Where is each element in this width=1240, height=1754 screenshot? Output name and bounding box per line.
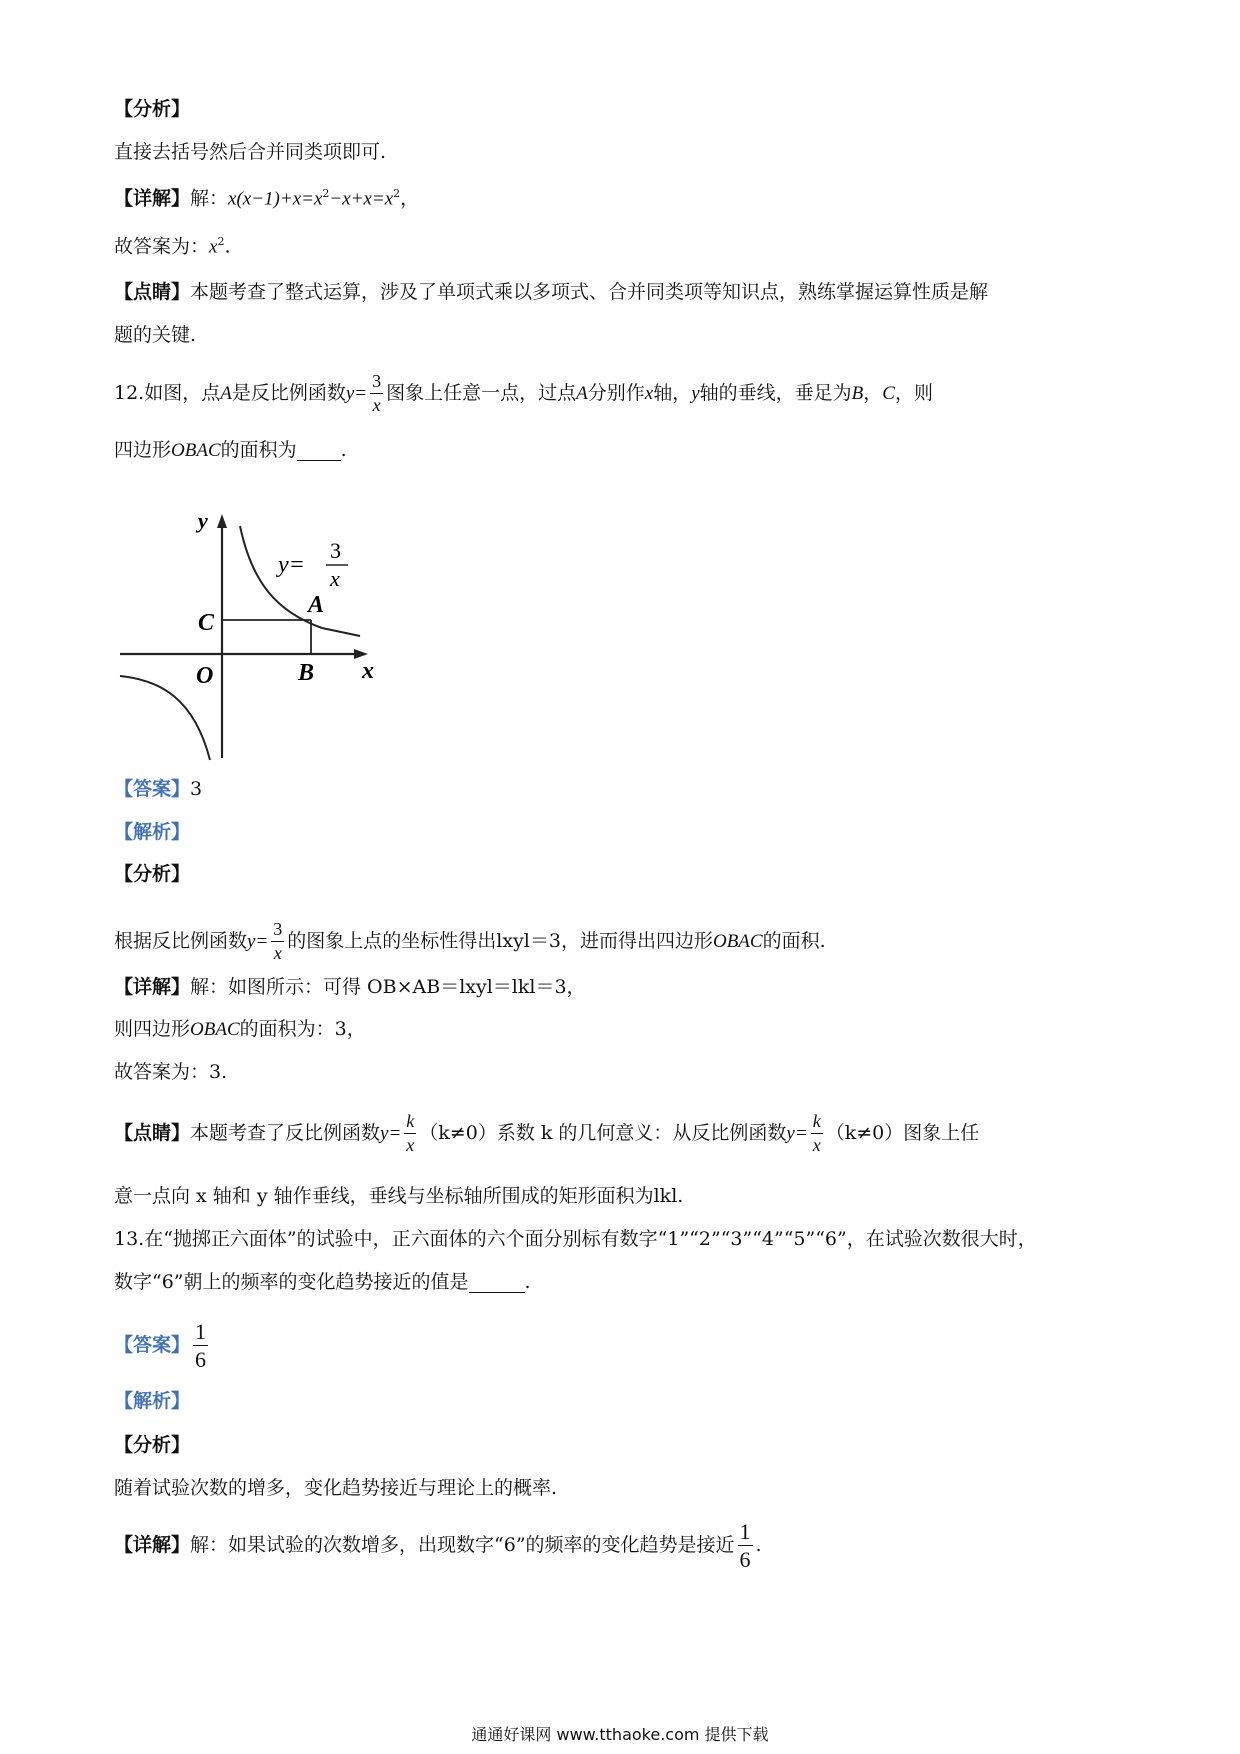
explanation-heading: 【解析】 xyxy=(114,821,191,843)
answer-blank xyxy=(297,441,341,461)
q12-text: 轴， xyxy=(653,381,692,404)
q13-solution-line xyxy=(114,1520,762,1572)
question-13-line-1: 13.在“抛掷正六面体”的试验中，正六面体的六个面分别标有数字“1”“2”“3”“4”“5”“6”，在试验次数很大时， xyxy=(114,1228,1037,1250)
solution-math-a: x(x−1)+x=x xyxy=(228,188,323,210)
fraction-3-over-x: $\frac{3}{x}$ xyxy=(273,919,283,963)
footer-text: 通通好课网 www.tthaoke.com 提供下载 xyxy=(471,1725,769,1744)
var-OBAC: OBAC xyxy=(712,930,763,952)
solution-math-b: −x+x=x xyxy=(329,188,394,210)
fraction-1-over-6: $\frac{1}{6}$ xyxy=(195,1319,207,1373)
q12-text: 则四边形 xyxy=(114,1018,191,1040)
exponent: 2 xyxy=(217,235,225,248)
explanation-heading: 【解析】 xyxy=(114,1390,191,1412)
math-y-eq: y= xyxy=(380,1122,402,1144)
answer-value: 3 xyxy=(190,778,203,800)
label-A: A xyxy=(308,592,325,618)
q13-answer-line xyxy=(114,1320,211,1372)
var-OBAC: OBAC xyxy=(190,1019,240,1040)
answer-heading: 【答案】 xyxy=(114,1334,191,1357)
q12-text: 轴的垂线，垂足为 xyxy=(699,381,852,404)
var-C: C xyxy=(882,382,895,404)
q12-text: （k≠0）图象上任 xyxy=(825,1121,980,1144)
answer-blank xyxy=(469,1273,525,1293)
label-C: C xyxy=(198,610,215,636)
q12-text: ， xyxy=(863,381,883,404)
comment-line xyxy=(114,283,988,302)
curve-label-num: 3 xyxy=(330,538,341,563)
question-12-line-1 xyxy=(114,372,933,416)
exponent: 2 xyxy=(393,187,401,200)
label-O: O xyxy=(196,663,214,689)
answer-line xyxy=(114,236,231,256)
answer-end: . xyxy=(224,235,231,258)
solution-prefix: 解： xyxy=(190,187,229,210)
q13-text: 数字“6”朝上的频率的变化趋势接近的值是 xyxy=(114,1271,469,1293)
var-OBAC: OBAC xyxy=(171,440,221,461)
q12-text: （k≠0）系数 k 的几何意义：从反比例函数 xyxy=(419,1121,787,1144)
var-A: A xyxy=(220,382,232,404)
analysis-text: 直接去括号然后合并同类项即可. xyxy=(114,141,387,163)
q12-then-line xyxy=(114,1020,366,1039)
q12-answer-text: 故答案为：3. xyxy=(114,1061,228,1083)
q12-comment-line-2: 意一点向 x 轴和 y 轴作垂线，垂线与坐标轴所围成的矩形面积为lkl. xyxy=(114,1185,684,1207)
q12-text: 分别作 xyxy=(587,381,645,404)
label-x: x xyxy=(362,658,374,684)
fraction-k-over-x: $\frac{k}{x}$ xyxy=(406,1111,415,1155)
solution-heading: 【详解】 xyxy=(114,187,191,210)
solution-text: 解：如图所示：可得 OB×AB＝lxyl＝lkl＝3， xyxy=(190,976,586,998)
q13-text: . xyxy=(755,1534,762,1557)
question-13-line-2 xyxy=(114,1273,531,1293)
math-y-eq: y= xyxy=(786,1122,808,1144)
math-y-eq: y= xyxy=(345,382,368,404)
analysis-heading: 【分析】 xyxy=(114,1434,191,1456)
math-y-eq: y= xyxy=(247,930,269,952)
q12-answer-line xyxy=(114,780,202,799)
question-12-line-2 xyxy=(114,441,347,461)
q13-text: . xyxy=(524,1271,531,1293)
q12-text: 本题考查了反比例函数 xyxy=(190,1121,381,1144)
q12-text: 的面积为 xyxy=(220,439,297,461)
q12-text: . xyxy=(340,439,347,461)
q12-comment-line xyxy=(114,1112,979,1156)
curve-label-y: y= xyxy=(278,552,305,578)
q12-text: ，则 xyxy=(894,381,933,404)
comment-text: 本题考查了整式运算，涉及了单项式乘以多项式、合并同类项等知识点，熟练掌握运算性质是解 xyxy=(190,281,989,303)
solution-end: ， xyxy=(400,187,420,210)
solution-heading: 【详解】 xyxy=(114,976,191,998)
answer-heading: 【答案】 xyxy=(114,778,191,800)
var-A: A xyxy=(576,382,588,404)
exponent: 2 xyxy=(322,187,330,200)
var-y: y xyxy=(691,382,700,404)
analysis-heading: 【分析】 xyxy=(114,98,191,120)
analysis-heading: 【分析】 xyxy=(114,863,191,885)
q12-text: 图象上任意一点，过点 xyxy=(386,381,577,404)
q12-text: 四边形 xyxy=(114,439,172,461)
q12-solution-line xyxy=(114,978,586,997)
q13-analysis-text: 随着试验次数的增多，变化趋势接近与理论上的概率. xyxy=(114,1477,558,1499)
comment-heading: 【点睛】 xyxy=(114,1121,191,1144)
q12-text: 是反比例函数 xyxy=(231,381,346,404)
curve-label-den: x xyxy=(330,566,340,591)
comment-text-2: 题的关键. xyxy=(114,324,197,346)
q12-number: 12.如图，点 xyxy=(114,381,221,404)
hyperbola-branch-1-tail xyxy=(322,628,360,636)
fraction-k-over-x: $\frac{k}{x}$ xyxy=(812,1111,821,1155)
q12-text: 根据反比例函数 xyxy=(114,929,248,952)
y-axis-arrow xyxy=(217,514,227,528)
q12-text: 的面积为：3， xyxy=(239,1018,366,1040)
q12-text: 的面积. xyxy=(762,929,826,952)
solution-line xyxy=(114,188,419,208)
comment-heading: 【点睛】 xyxy=(114,281,191,303)
solution-heading: 【详解】 xyxy=(114,1534,191,1557)
var-B: B xyxy=(851,382,864,404)
label-B: B xyxy=(298,660,315,686)
solution-text: 解：如果试验的次数增多，出现数字“6”的频率的变化趋势是接近 xyxy=(190,1534,735,1557)
hyperbola-figure xyxy=(112,508,382,763)
answer-x: x xyxy=(209,236,218,258)
q12-analysis-line xyxy=(114,920,826,964)
fraction-1-over-6: $\frac{1}{6}$ xyxy=(739,1519,751,1573)
var-x: x xyxy=(644,382,654,404)
q12-text: 的图象上点的坐标性得出lxyl＝3，进而得出四边形 xyxy=(287,929,713,952)
answer-prefix: 故答案为： xyxy=(114,235,210,258)
fraction-3-over-x: $\frac{3}{x}$ xyxy=(372,371,382,415)
label-y: y xyxy=(198,508,208,533)
